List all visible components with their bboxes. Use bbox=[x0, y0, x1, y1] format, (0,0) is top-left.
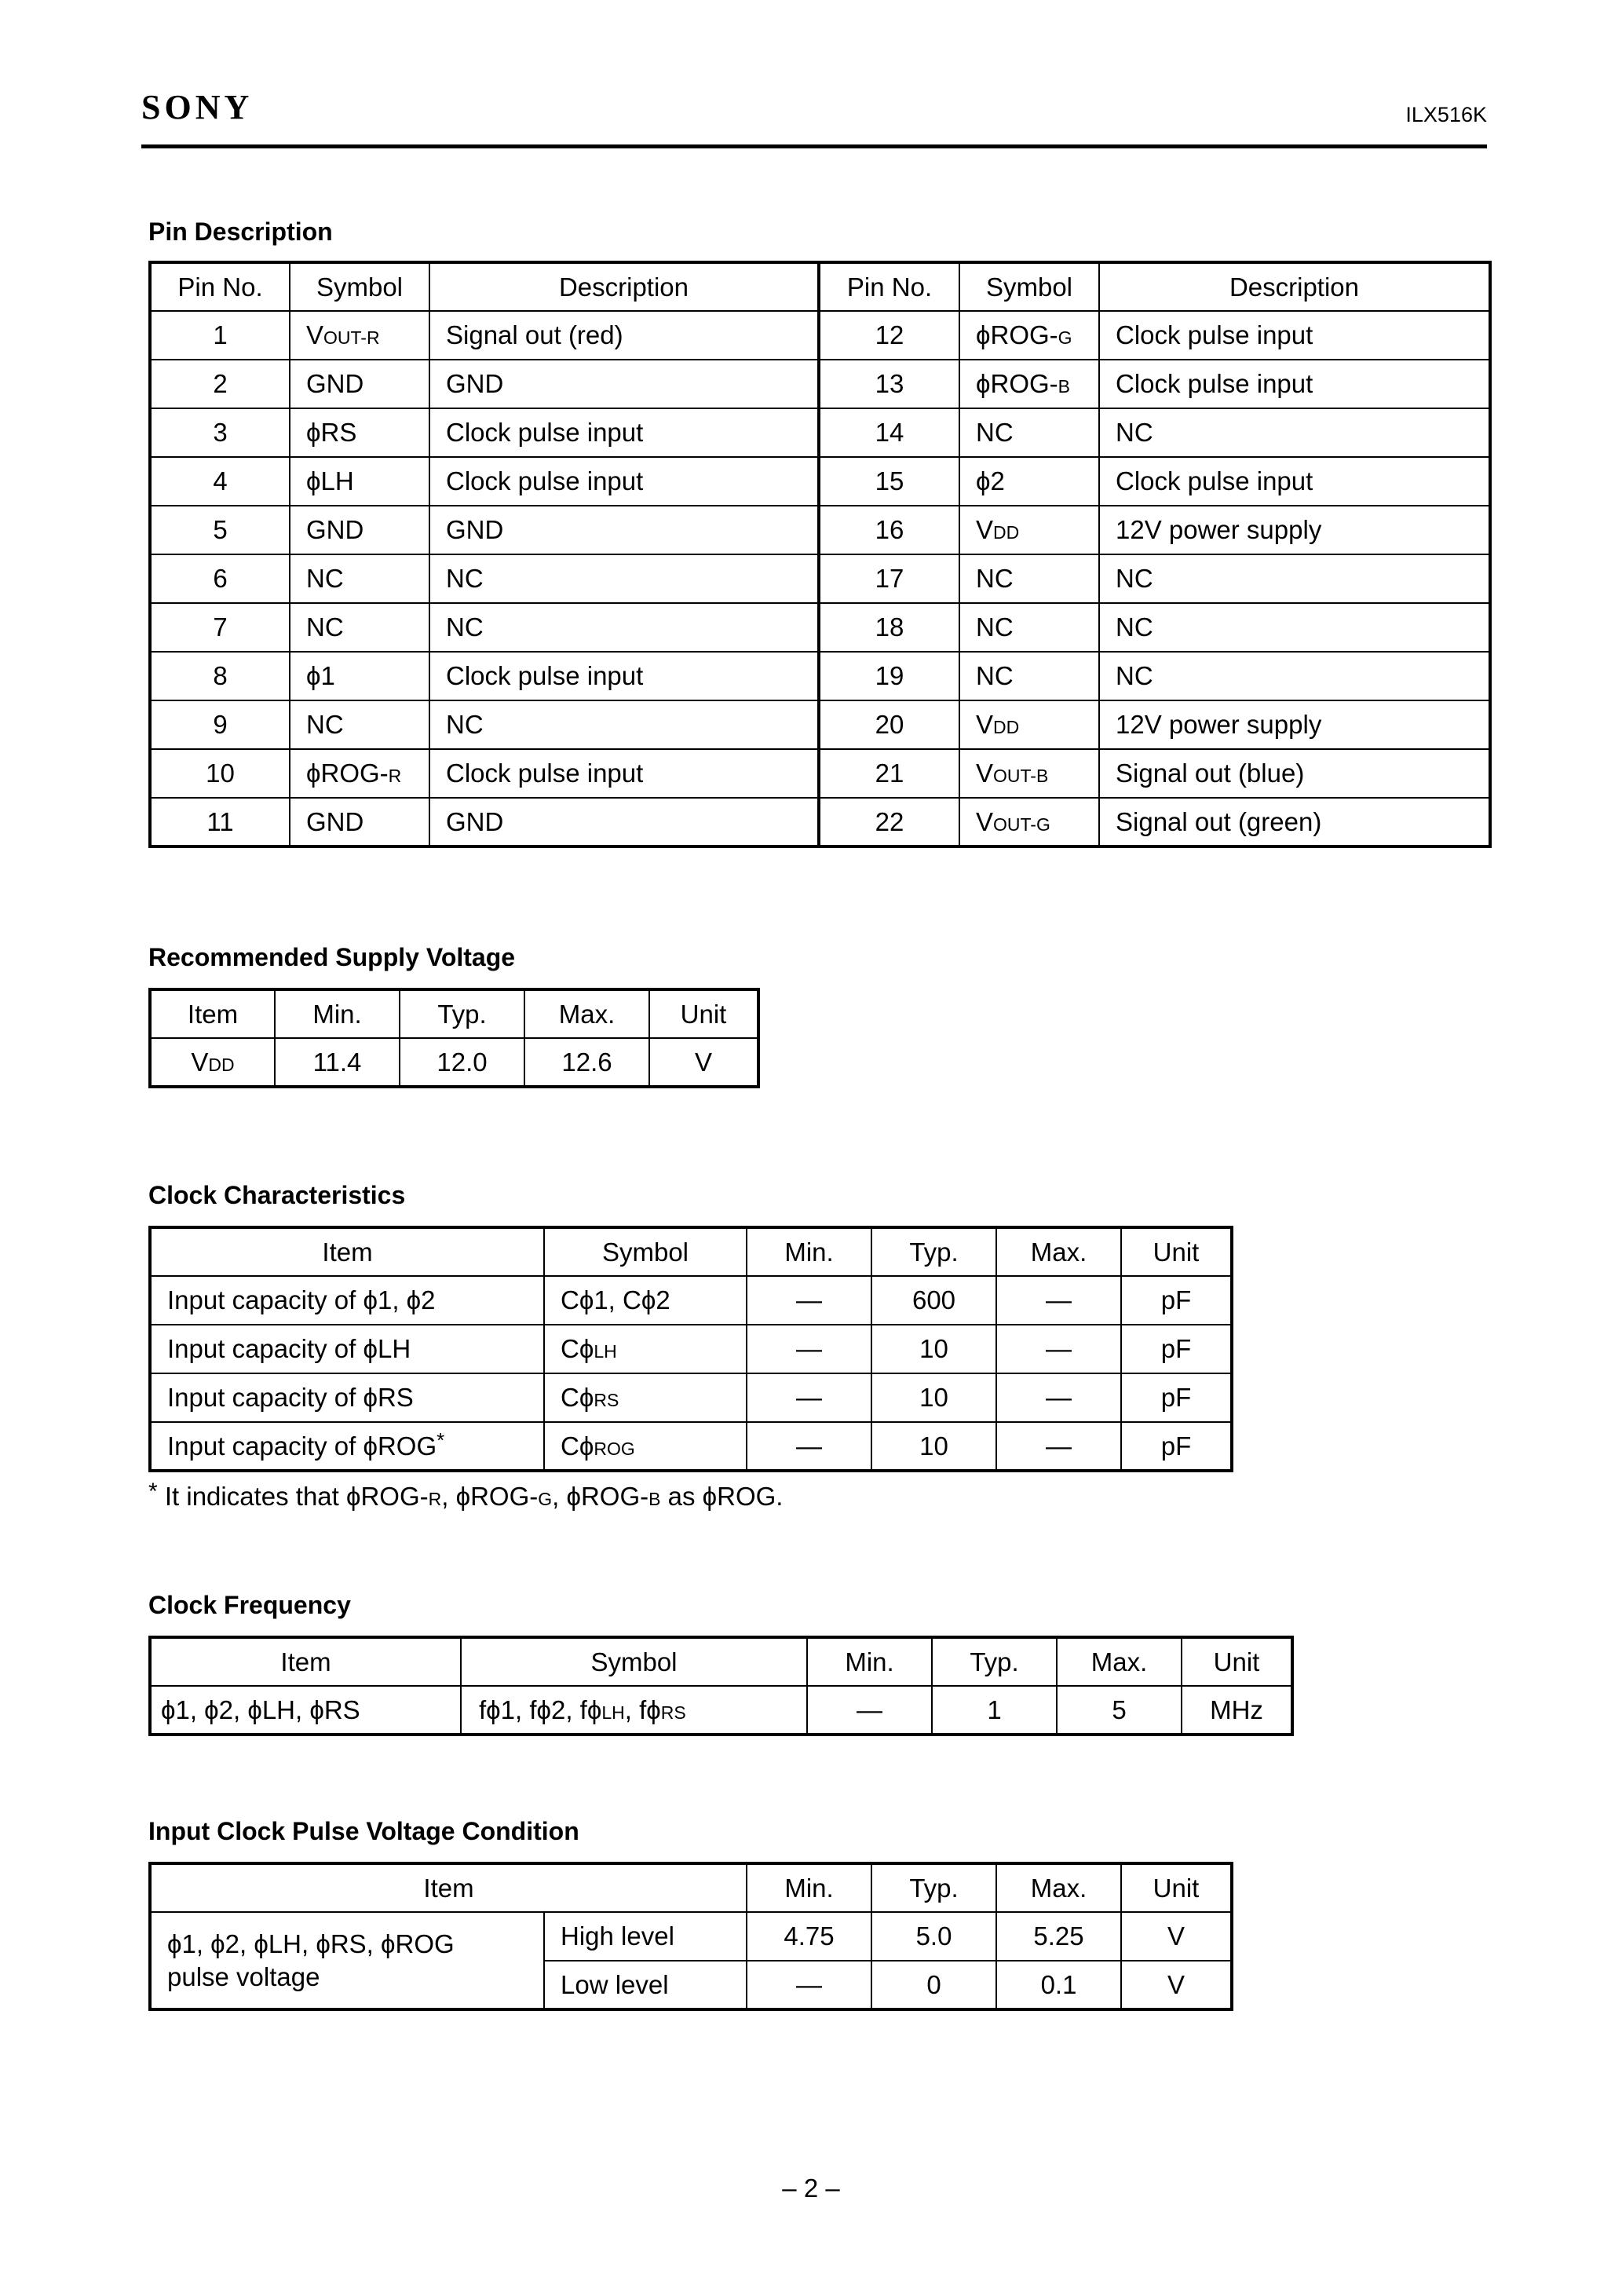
table-row bbox=[150, 1686, 1292, 1735]
table-header-row bbox=[150, 1227, 1232, 1276]
clock-frequency-title: Clock Frequency bbox=[148, 1591, 351, 1619]
clock-characteristics-table bbox=[148, 1226, 1233, 1472]
clock-characteristics-title: Clock Characteristics bbox=[148, 1181, 406, 1209]
description-cell: Clock pulse input bbox=[1099, 311, 1490, 360]
item-cell: Input capacity of ϕROG* bbox=[150, 1422, 544, 1471]
table-row bbox=[150, 749, 1490, 798]
level-cell: Low level bbox=[544, 1961, 747, 2009]
symbol-cell: VOUT-G bbox=[959, 798, 1099, 846]
col-header: Max. bbox=[996, 1227, 1121, 1276]
item-line: ϕ1, ϕ2, ϕLH, ϕRS, ϕROG bbox=[167, 1929, 455, 1958]
item-cell: Input capacity of ϕLH bbox=[150, 1325, 544, 1373]
symbol-cell: Cϕ1, Cϕ2 bbox=[544, 1276, 747, 1325]
symbol-cell: NC bbox=[290, 603, 429, 652]
footnote: * It indicates that ϕROG-R, ϕROG-G, ϕROG-B as ϕROG. bbox=[148, 1479, 784, 1511]
symbol-cell: VDD bbox=[959, 506, 1099, 554]
max-cell: — bbox=[996, 1422, 1121, 1471]
max-cell: 5 bbox=[1057, 1686, 1182, 1735]
col-header: Typ. bbox=[400, 989, 524, 1038]
col-header: Item bbox=[150, 1637, 461, 1686]
pin-number-cell: 21 bbox=[819, 749, 959, 798]
unit-cell: V bbox=[649, 1038, 758, 1087]
col-header: Typ. bbox=[932, 1637, 1057, 1686]
table-row bbox=[150, 603, 1490, 652]
pin-number-cell: 2 bbox=[150, 360, 290, 408]
symbol-cell: GND bbox=[290, 798, 429, 846]
pin-number-cell: 12 bbox=[819, 311, 959, 360]
min-cell: 4.75 bbox=[747, 1912, 871, 1961]
col-header: Description bbox=[429, 262, 819, 311]
pin-number-cell: 19 bbox=[819, 652, 959, 700]
symbol-cell: GND bbox=[290, 360, 429, 408]
col-header: Typ. bbox=[871, 1227, 996, 1276]
item-cell bbox=[150, 1912, 544, 2009]
description-cell: 12V power supply bbox=[1099, 700, 1490, 749]
table-row bbox=[150, 1422, 1232, 1471]
description-cell: NC bbox=[429, 603, 819, 652]
symbol-cell: NC bbox=[959, 652, 1099, 700]
table-header-row bbox=[150, 262, 1490, 311]
max-cell: — bbox=[996, 1325, 1121, 1373]
description-cell: NC bbox=[1099, 603, 1490, 652]
typ-cell: 12.0 bbox=[400, 1038, 524, 1087]
item-cell: VDD bbox=[150, 1038, 275, 1087]
typ-cell: 0 bbox=[871, 1961, 996, 2009]
table-row bbox=[150, 1912, 1232, 1961]
table-header-row bbox=[150, 1863, 1232, 1912]
description-cell: 12V power supply bbox=[1099, 506, 1490, 554]
symbol-cell: NC bbox=[290, 554, 429, 603]
typ-cell: 10 bbox=[871, 1373, 996, 1422]
col-header: Symbol bbox=[959, 262, 1099, 311]
table-row bbox=[150, 554, 1490, 603]
col-header: Unit bbox=[1121, 1863, 1232, 1912]
col-header: Symbol bbox=[461, 1637, 807, 1686]
col-header: Max. bbox=[996, 1863, 1121, 1912]
typ-cell: 10 bbox=[871, 1422, 996, 1471]
min-cell: — bbox=[747, 1325, 871, 1373]
pin-number-cell: 9 bbox=[150, 700, 290, 749]
col-header: Item bbox=[150, 989, 275, 1038]
pin-number-cell: 11 bbox=[150, 798, 290, 846]
symbol-cell: CϕLH bbox=[544, 1325, 747, 1373]
pin-number-cell: 14 bbox=[819, 408, 959, 457]
description-cell: Signal out (red) bbox=[429, 311, 819, 360]
col-header: Description bbox=[1099, 262, 1490, 311]
pin-number-cell: 4 bbox=[150, 457, 290, 506]
symbol-cell: VOUT-B bbox=[959, 749, 1099, 798]
description-cell: Clock pulse input bbox=[429, 457, 819, 506]
table-row bbox=[150, 408, 1490, 457]
description-cell: GND bbox=[429, 798, 819, 846]
table-row bbox=[150, 1373, 1232, 1422]
col-header: Min. bbox=[747, 1863, 871, 1912]
description-cell: Signal out (blue) bbox=[1099, 749, 1490, 798]
max-cell: 5.25 bbox=[996, 1912, 1121, 1961]
pin-number-cell: 17 bbox=[819, 554, 959, 603]
description-cell: NC bbox=[1099, 554, 1490, 603]
description-cell: Clock pulse input bbox=[1099, 360, 1490, 408]
typ-cell: 600 bbox=[871, 1276, 996, 1325]
symbol-cell: fϕ1, fϕ2, fϕLH, fϕRS bbox=[461, 1686, 807, 1735]
pin-number-cell: 20 bbox=[819, 700, 959, 749]
header-rule bbox=[141, 144, 1487, 148]
col-header: Min. bbox=[807, 1637, 932, 1686]
symbol-cell: GND bbox=[290, 506, 429, 554]
col-header: Pin No. bbox=[150, 262, 290, 311]
unit-cell: MHz bbox=[1182, 1686, 1292, 1735]
col-header: Min. bbox=[275, 989, 400, 1038]
unit-cell: V bbox=[1121, 1961, 1232, 2009]
level-cell: High level bbox=[544, 1912, 747, 1961]
symbol-cell: ϕLH bbox=[290, 457, 429, 506]
symbol-cell: NC bbox=[290, 700, 429, 749]
col-header: Unit bbox=[649, 989, 758, 1038]
typ-cell: 1 bbox=[932, 1686, 1057, 1735]
pin-number-cell: 16 bbox=[819, 506, 959, 554]
symbol-cell: NC bbox=[959, 408, 1099, 457]
table-header-row bbox=[150, 1637, 1292, 1686]
col-header: Unit bbox=[1182, 1637, 1292, 1686]
col-header: Unit bbox=[1121, 1227, 1232, 1276]
symbol-cell: VOUT-R bbox=[290, 311, 429, 360]
pin-description-table bbox=[148, 261, 1492, 848]
symbol-cell: ϕ2 bbox=[959, 457, 1099, 506]
symbol-cell: ϕ1 bbox=[290, 652, 429, 700]
item-line: pulse voltage bbox=[167, 1961, 320, 1991]
pin-number-cell: 3 bbox=[150, 408, 290, 457]
table-row bbox=[150, 700, 1490, 749]
col-header: Max. bbox=[1057, 1637, 1182, 1686]
symbol-cell: NC bbox=[959, 554, 1099, 603]
pin-number-cell: 13 bbox=[819, 360, 959, 408]
symbol-cell: ϕROG-R bbox=[290, 749, 429, 798]
min-cell: — bbox=[747, 1422, 871, 1471]
description-cell: GND bbox=[429, 506, 819, 554]
typ-cell: 10 bbox=[871, 1325, 996, 1373]
item-cell: Input capacity of ϕRS bbox=[150, 1373, 544, 1422]
table-row bbox=[150, 652, 1490, 700]
description-cell: NC bbox=[429, 700, 819, 749]
unit-cell: pF bbox=[1121, 1325, 1232, 1373]
description-cell: Signal out (green) bbox=[1099, 798, 1490, 846]
symbol-cell: CϕROG bbox=[544, 1422, 747, 1471]
min-cell: — bbox=[747, 1276, 871, 1325]
supply-voltage-table bbox=[148, 988, 760, 1088]
description-cell: Clock pulse input bbox=[429, 749, 819, 798]
pin-number-cell: 8 bbox=[150, 652, 290, 700]
col-header: Max. bbox=[524, 989, 649, 1038]
symbol-cell: NC bbox=[959, 603, 1099, 652]
max-cell: 0.1 bbox=[996, 1961, 1121, 2009]
table-row bbox=[150, 360, 1490, 408]
description-cell: Clock pulse input bbox=[429, 408, 819, 457]
pulse-voltage-table bbox=[148, 1862, 1233, 2011]
description-cell: NC bbox=[429, 554, 819, 603]
col-header: Item bbox=[150, 1227, 544, 1276]
symbol-cell: ϕROG-G bbox=[959, 311, 1099, 360]
table-row bbox=[150, 1276, 1232, 1325]
table-row bbox=[150, 798, 1490, 846]
description-cell: NC bbox=[1099, 652, 1490, 700]
col-header: Min. bbox=[747, 1227, 871, 1276]
pin-number-cell: 6 bbox=[150, 554, 290, 603]
symbol-cell: ϕROG-B bbox=[959, 360, 1099, 408]
table-row bbox=[150, 1325, 1232, 1373]
max-cell: 12.6 bbox=[524, 1038, 649, 1087]
typ-cell: 5.0 bbox=[871, 1912, 996, 1961]
col-header: Item bbox=[150, 1863, 747, 1912]
min-cell: — bbox=[807, 1686, 932, 1735]
max-cell: — bbox=[996, 1373, 1121, 1422]
pin-number-cell: 5 bbox=[150, 506, 290, 554]
min-cell: — bbox=[747, 1961, 871, 2009]
max-cell: — bbox=[996, 1276, 1121, 1325]
unit-cell: pF bbox=[1121, 1276, 1232, 1325]
min-cell: — bbox=[747, 1373, 871, 1422]
pin-description-title: Pin Description bbox=[148, 218, 333, 246]
supply-voltage-title: Recommended Supply Voltage bbox=[148, 943, 516, 971]
part-number: ILX516K bbox=[1405, 103, 1487, 126]
description-cell: NC bbox=[1099, 408, 1490, 457]
col-header: Symbol bbox=[290, 262, 429, 311]
min-cell: 11.4 bbox=[275, 1038, 400, 1087]
table-row bbox=[150, 1038, 758, 1087]
pin-number-cell: 1 bbox=[150, 311, 290, 360]
table-row bbox=[150, 311, 1490, 360]
pin-number-cell: 7 bbox=[150, 603, 290, 652]
col-header: Typ. bbox=[871, 1863, 996, 1912]
table-row bbox=[150, 506, 1490, 554]
unit-cell: V bbox=[1121, 1912, 1232, 1961]
pin-number-cell: 22 bbox=[819, 798, 959, 846]
unit-cell: pF bbox=[1121, 1422, 1232, 1471]
symbol-cell: CϕRS bbox=[544, 1373, 747, 1422]
col-header: Pin No. bbox=[819, 262, 959, 311]
pin-number-cell: 10 bbox=[150, 749, 290, 798]
symbol-cell: VDD bbox=[959, 700, 1099, 749]
pin-number-cell: 15 bbox=[819, 457, 959, 506]
item-cell: ϕ1, ϕ2, ϕLH, ϕRS bbox=[150, 1686, 461, 1735]
table-header-row bbox=[150, 989, 758, 1038]
description-cell: Clock pulse input bbox=[429, 652, 819, 700]
item-cell: Input capacity of ϕ1, ϕ2 bbox=[150, 1276, 544, 1325]
page-number: – 2 – bbox=[782, 2174, 840, 2203]
col-header: Symbol bbox=[544, 1227, 747, 1276]
description-cell: Clock pulse input bbox=[1099, 457, 1490, 506]
pin-number-cell: 18 bbox=[819, 603, 959, 652]
pulse-voltage-title: Input Clock Pulse Voltage Condition bbox=[148, 1817, 579, 1845]
description-cell: GND bbox=[429, 360, 819, 408]
symbol-cell: ϕRS bbox=[290, 408, 429, 457]
brand-logo: SONY bbox=[141, 88, 254, 126]
table-row bbox=[150, 457, 1490, 506]
clock-frequency-table bbox=[148, 1636, 1294, 1736]
unit-cell: pF bbox=[1121, 1373, 1232, 1422]
